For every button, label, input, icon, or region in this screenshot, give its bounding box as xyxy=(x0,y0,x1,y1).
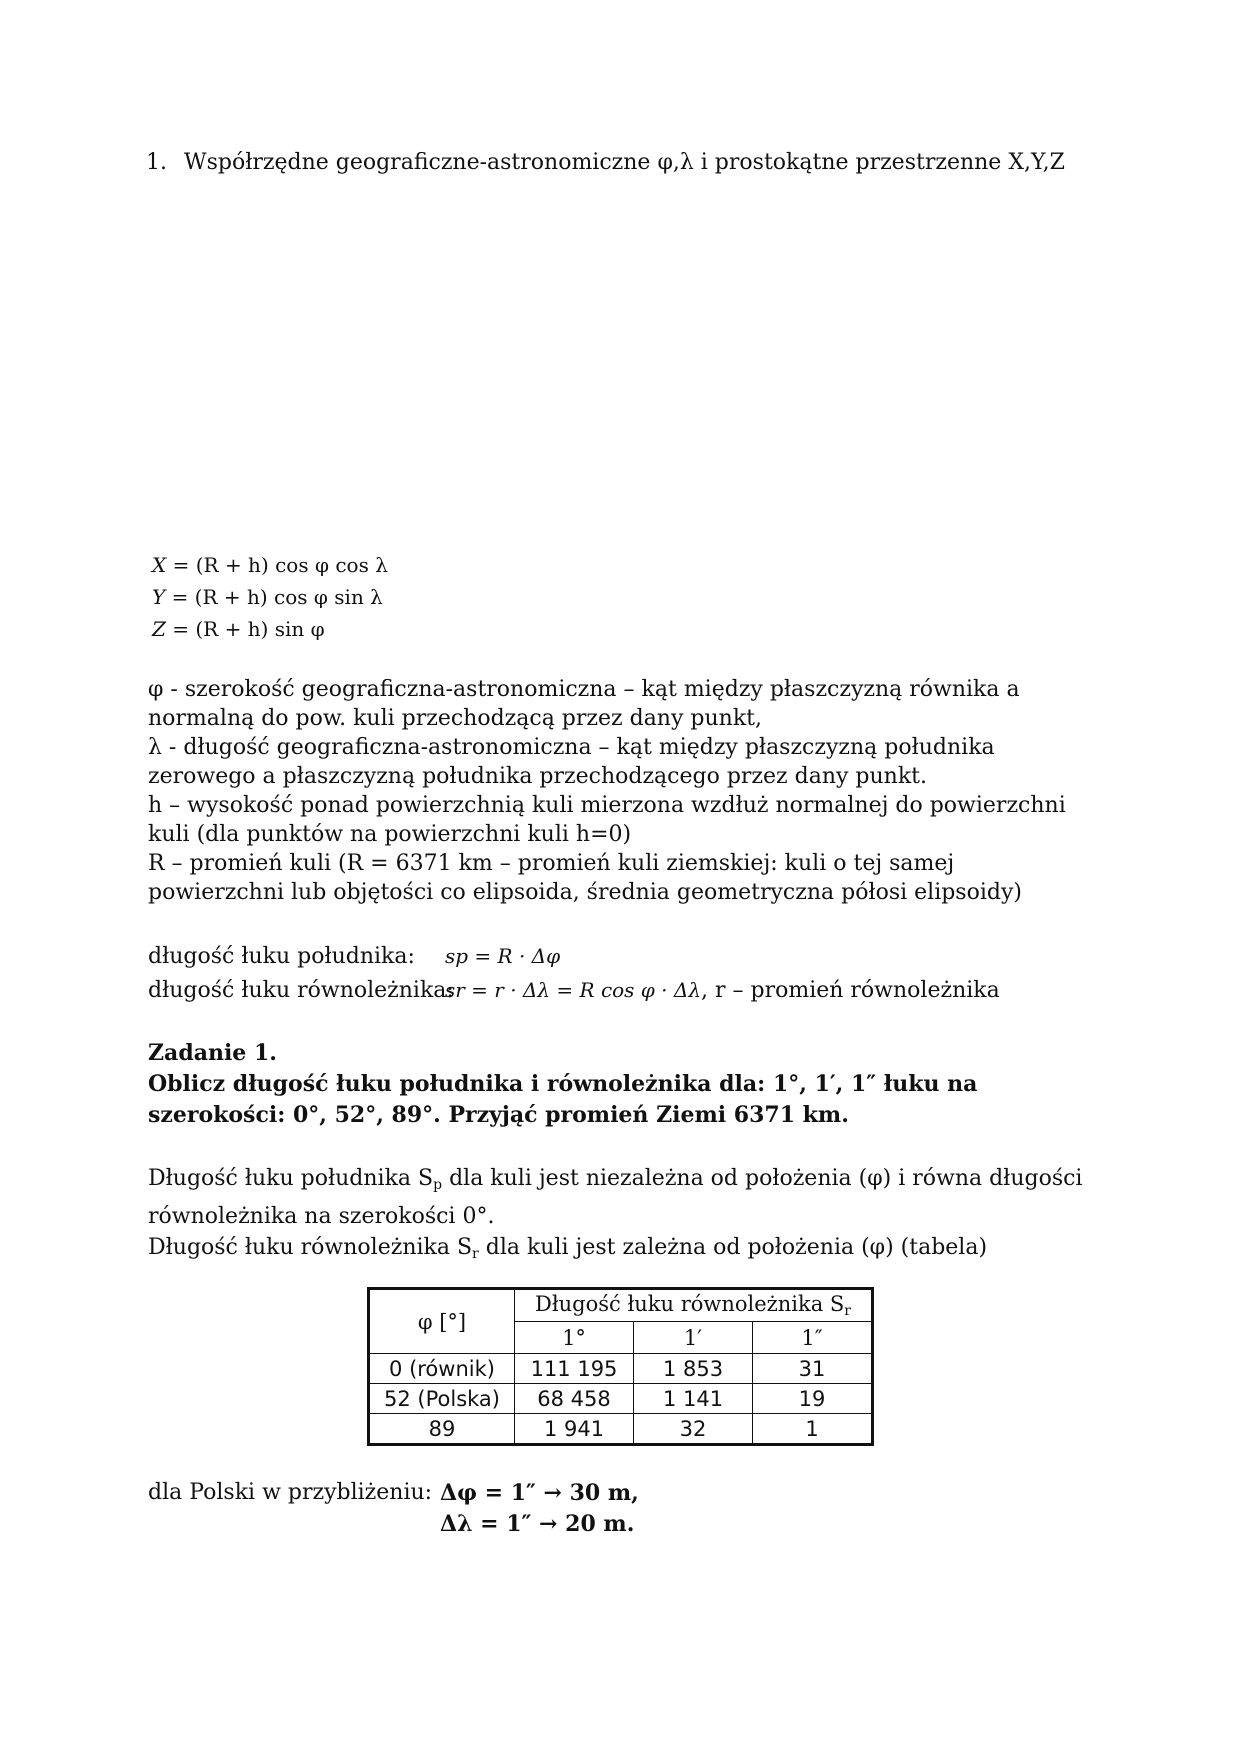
meridian-arc-label: długość łuku południka: xyxy=(148,944,415,969)
table-row xyxy=(369,1354,873,1384)
formula-z-rhs: = (R + h) sin φ xyxy=(172,617,325,641)
table-group-header xyxy=(515,1289,873,1322)
description xyxy=(148,1163,1088,1270)
table-cell: 1 941 xyxy=(515,1414,634,1445)
meridian-arc-line xyxy=(148,944,560,969)
arc-length-table xyxy=(367,1287,874,1446)
task-title: Zadanie 1. xyxy=(148,1040,277,1066)
table-cell-phi: 89 xyxy=(369,1414,515,1445)
table-cell: 68 458 xyxy=(515,1384,634,1414)
formula-x-rhs: = (R + h) cos φ cos λ xyxy=(172,553,388,577)
formula-x xyxy=(152,553,388,577)
formula-z-lhs: Z xyxy=(152,617,166,641)
table-cell: 19 xyxy=(753,1384,873,1414)
parallel-arc-line xyxy=(148,978,1000,1003)
table-col-minute: 1′ xyxy=(634,1322,753,1354)
table-cell-phi: 52 (Polska) xyxy=(369,1384,515,1414)
description-line-2-b: dla kuli jest zależna od położenia (φ) (tabela) xyxy=(478,1235,988,1260)
definition-phi: φ - szerokość geograficzna-astronomiczna – kąt między płaszczyzną równika a normalną do pow. kuli przechodzącą przez dany punkt, xyxy=(148,677,1020,731)
formula-z xyxy=(152,617,325,641)
task-text: Oblicz długość łuku południka i równoleżnika dla: 1°, 1′, 1″ łuku na szerokości: 0°, 52°, 89°. Przyjąć promień Ziemi 6371 km. xyxy=(148,1071,978,1128)
task xyxy=(148,1038,1108,1131)
description-line-1-a: Długość łuku południka S xyxy=(148,1166,434,1191)
formula-y-rhs: = (R + h) cos φ sin λ xyxy=(171,585,383,609)
description-line-2-a: Długość łuku równoleżnika S xyxy=(148,1235,473,1260)
table-group-header-sub: r xyxy=(844,1303,851,1319)
meridian-arc-formula: sp = R · Δφ xyxy=(445,944,561,968)
approximation-phi: Δφ = 1″ → 30 m, xyxy=(440,1480,639,1506)
table-group-header-text: Długość łuku równoleżnika S xyxy=(534,1292,845,1316)
heading-text: Współrzędne geograficzne-astronomiczne φ,λ i prostokątne przestrzenne X,Y,Z xyxy=(184,150,1065,175)
description-line-1-sub: p xyxy=(433,1177,443,1193)
parallel-arc-label: długość łuku równoleżnika: xyxy=(148,978,454,1003)
heading-number: 1. xyxy=(146,150,167,175)
table-col-degree: 1° xyxy=(515,1322,634,1354)
table-cell: 31 xyxy=(753,1354,873,1384)
description-line-2 xyxy=(148,1232,1088,1270)
parallel-arc-formula: sr = r · Δλ = R cos φ · Δλ xyxy=(445,978,701,1002)
table-cell: 32 xyxy=(634,1414,753,1445)
table-phi-header: φ [°] xyxy=(369,1289,515,1354)
table-row xyxy=(369,1414,873,1445)
definitions xyxy=(148,675,1088,907)
formula-y xyxy=(152,585,383,609)
table-row xyxy=(369,1384,873,1414)
table-cell: 1 853 xyxy=(634,1354,753,1384)
parallel-arc-note: , r – promień równoleżnika xyxy=(701,978,1000,1003)
formula-x-lhs: X xyxy=(152,553,167,577)
formula-y-lhs: Y xyxy=(152,585,166,609)
description-line-1-b: dla kuli jest niezależna od położenia (φ) i równa długości równoleżnika na szerokości 0°. xyxy=(148,1166,1083,1229)
definition-r: R – promień kuli (R = 6371 km – promień kuli ziemskiej: kuli o tej samej powierzchni lub objętości co elipsoida, średnia geometryczna półosi elipsoidy) xyxy=(148,851,1022,905)
approximation-lambda: Δλ = 1″ → 20 m. xyxy=(440,1511,635,1537)
table-col-second: 1″ xyxy=(753,1322,873,1354)
table-cell-phi: 0 (równik) xyxy=(369,1354,515,1384)
table-cell: 1 xyxy=(753,1414,873,1445)
approximation-label: dla Polski w przybliżeniu: xyxy=(148,1480,433,1505)
table-cell: 1 141 xyxy=(634,1384,753,1414)
section-heading xyxy=(146,150,1065,175)
definition-h: h – wysokość ponad powierzchnią kuli mierzona wzdłuż normalnej do powierzchni kuli (dla punktów na powierzchni kuli h=0) xyxy=(148,793,1066,847)
description-line-1 xyxy=(148,1163,1088,1232)
description-line-2-sub: r xyxy=(472,1246,479,1262)
table-cell: 111 195 xyxy=(515,1354,634,1384)
definition-lambda: λ - długość geograficzna-astronomiczna – kąt między płaszczyzną południka zerowego a płaszczyzną południka przechodzącego przez dany punkt. xyxy=(148,735,995,789)
